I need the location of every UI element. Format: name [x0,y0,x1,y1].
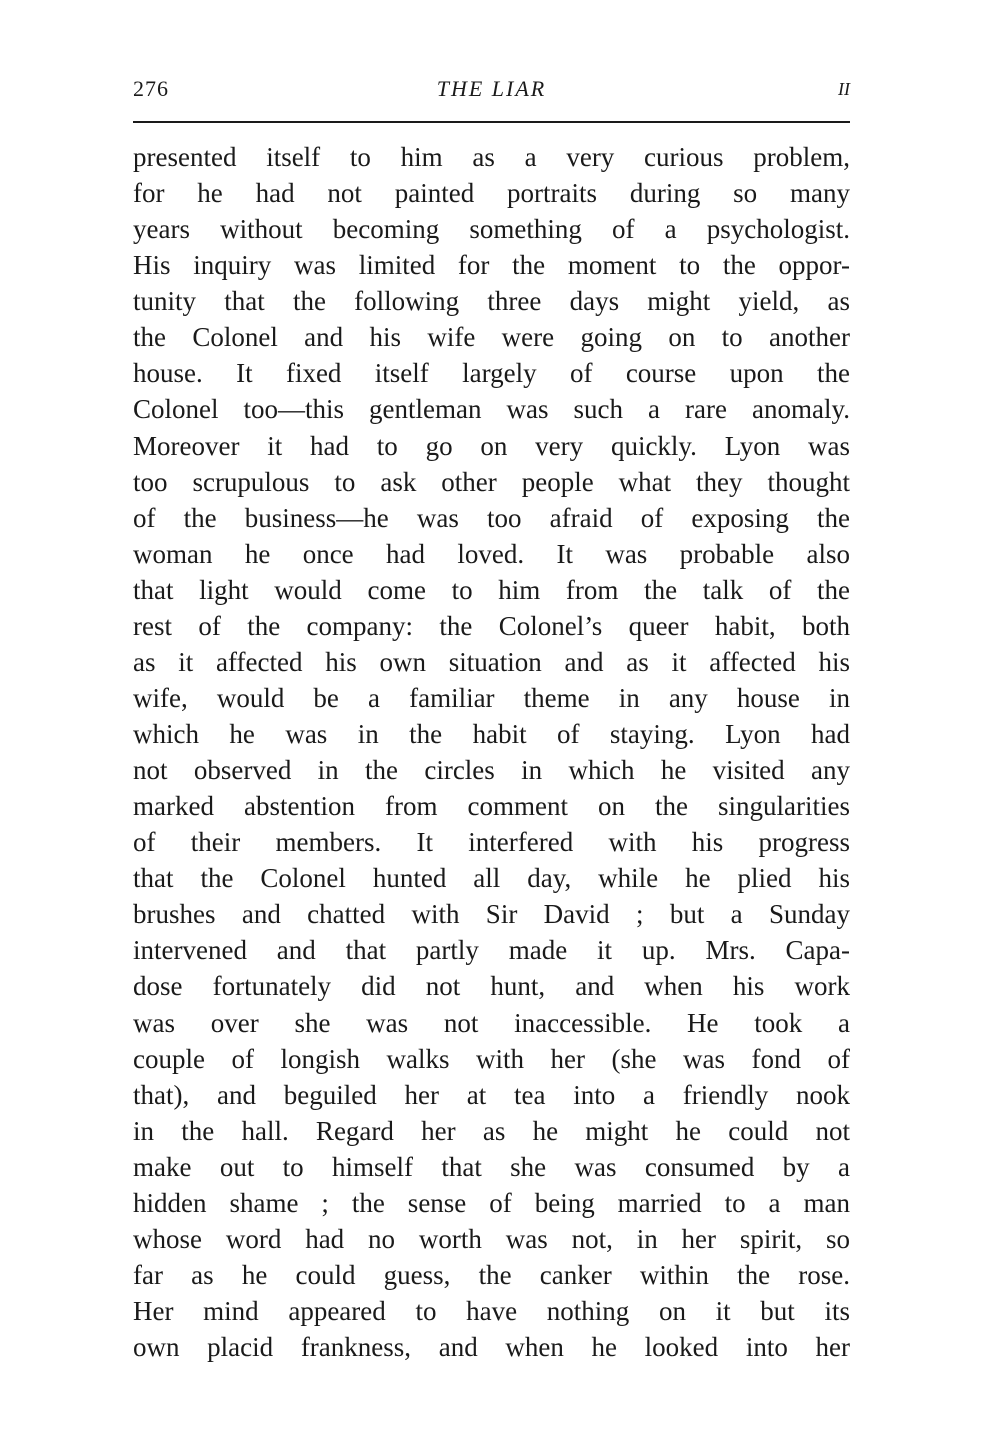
running-head [133,74,850,104]
text-line: that the Colonel hunted all day, while he plied his [133,863,850,894]
text-line: years without becoming something of a psychologist. [133,214,850,245]
header-rule [133,121,850,123]
text-line: that), and beguiled her at tea into a friendly nook [133,1079,850,1110]
text-line: as it affected his own situation and as it affected his [133,646,850,677]
running-title: THE LIAR [436,76,547,101]
text-line: couple of longish walks with her (she was fond of [133,1043,850,1074]
text-line: which he was in the habit of staying. Lyon had [133,719,850,749]
text-line: marked abstention from comment on the singularities [133,791,850,822]
text-line: rest of the company: the Colonel’s queer habit, both [133,610,850,641]
text-line: far as he could guess, the canker within the rose. [133,1259,850,1290]
text-line: woman he once had loved. It was probable also [133,538,850,569]
text-line: of the business—he was too afraid of exposing the [133,502,850,533]
text-line: brushes and chatted with Sir David ; but a Sunday [133,899,850,930]
text-line: for he had not painted portraits during so many [133,178,850,209]
text-line: was over she was not inaccessible. He took a [133,1007,850,1038]
text-line: own placid frankness, and when he looked into her [133,1332,850,1363]
text-line: the Colonel and his wife were going on to another [133,322,850,353]
text-line: of their members. It interfered with his progress [133,827,850,858]
text-line: in the hall. Regard her as he might he could not [133,1115,850,1146]
text-line: not observed in the circles in which he visited any [133,755,850,786]
text-line: too scrupulous to ask other people what they thought [133,466,850,497]
text-line: Colonel too—this gentleman was such a rare anomaly. [133,394,850,425]
text-line: whose word had no worth was not, in her spirit, so [133,1223,850,1254]
page-number: 276 [133,76,169,101]
text-line: hidden shame ; the sense of being married to a man [133,1187,850,1218]
text-line: dose fortunately did not hunt, and when his work [133,971,850,1002]
signature-mark: II [838,79,850,99]
body-text [133,139,850,1365]
text-line: intervened and that partly made it up. Mrs. Capa- [133,935,850,966]
text-line: wife, would be a familiar theme in any house in [133,682,850,713]
text-line: house. It fixed itself largely of course upon the [133,358,850,389]
text-line: Moreover it had to go on very quickly. Lyon was [133,430,850,461]
text-line: that light would come to him from the talk of the [133,574,850,605]
text-line: Her mind appeared to have nothing on it but its [133,1296,850,1326]
text-line: His inquiry was limited for the moment to the oppor- [133,250,850,281]
text-line: presented itself to him as a very curious problem, [133,142,850,172]
text-line: tunity that the following three days might yield, as [133,286,850,317]
text-line: make out to himself that she was consumed by a [133,1151,850,1182]
